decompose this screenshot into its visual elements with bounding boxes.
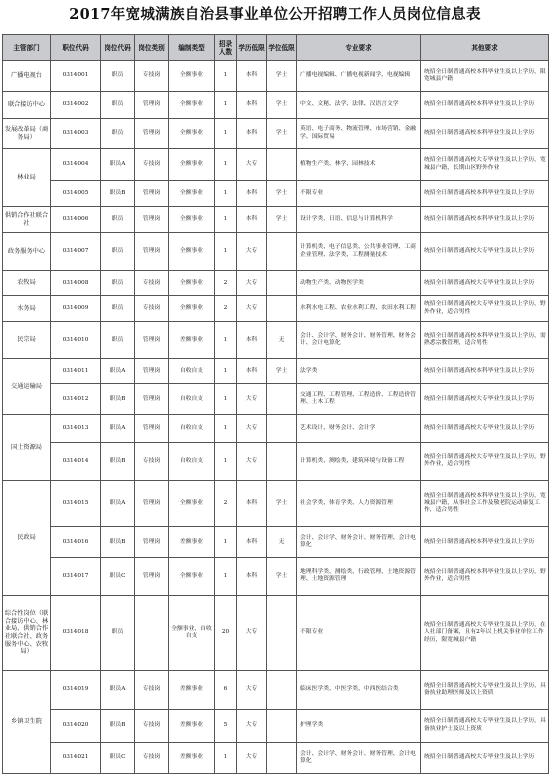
other-requirements-cell: 统招全日制普通高校大专毕业生及以上学历，在人社部门备案，且有2年以上机关事业单位工作经历，限宽城县户籍 xyxy=(421,595,549,671)
table-row xyxy=(3,61,549,92)
post-code-cell: 职员A xyxy=(101,480,135,527)
post-code-cell: 职员A xyxy=(101,149,135,181)
job-code-cell: 0314012 xyxy=(51,384,101,415)
hiring-count-cell: 1 xyxy=(215,61,237,92)
min-degree-cell: 学士 xyxy=(267,61,297,92)
table-row xyxy=(3,233,549,271)
staffing-type-cell: 全额事业 xyxy=(169,480,215,527)
header-hiring-count: 招录人数 xyxy=(215,35,237,61)
hiring-count-cell: 1 xyxy=(215,742,237,773)
min-education-cell: 本科 xyxy=(237,527,267,558)
post-code-cell: 职员 xyxy=(101,322,135,359)
major-requirements-cell: 计算机类、测绘类、建筑环境与设备工程 xyxy=(297,443,421,480)
dept-cell: 交通运输局 xyxy=(3,359,51,415)
min-education-cell: 本科 xyxy=(237,359,267,384)
dept-cell: 水务局 xyxy=(3,296,51,322)
other-requirements-cell: 统招全日制普通高校大专毕业生及以上学历，宽城县户籍，长期山区野外作业 xyxy=(421,149,549,181)
min-education-cell: 大专 xyxy=(237,384,267,415)
min-degree-cell xyxy=(267,709,297,742)
major-requirements-cell: 中文、文秘、法学、法律、汉语言文学 xyxy=(297,92,421,119)
post-code-cell: 职员 xyxy=(101,233,135,271)
min-education-cell: 本科 xyxy=(237,61,267,92)
hiring-count-cell: 1 xyxy=(215,233,237,271)
min-education-cell: 大专 xyxy=(237,443,267,480)
dept-cell: 国土资源局 xyxy=(3,415,51,480)
post-category-cell: 管理岗 xyxy=(135,359,169,384)
job-code-cell: 0314007 xyxy=(51,233,101,271)
staffing-type-cell: 自收自支 xyxy=(169,384,215,415)
other-requirements-cell: 统招全日制普通高校本科毕业生及以上学历，需熟悉宗教管理，适合男性 xyxy=(421,322,549,359)
hiring-count-cell: 2 xyxy=(215,296,237,322)
hiring-count-cell: 1 xyxy=(215,384,237,415)
other-requirements-cell: 统招全日制普通高校本科毕业生及以上学历，野外作业，适合男性 xyxy=(421,558,549,595)
staffing-type-cell: 全额事业 xyxy=(169,233,215,271)
post-code-cell: 职员C xyxy=(101,742,135,773)
hiring-count-cell: 2 xyxy=(215,480,237,527)
post-category-cell: 管理岗 xyxy=(135,322,169,359)
min-degree-cell: 学士 xyxy=(267,558,297,595)
job-code-cell: 0314019 xyxy=(51,671,101,709)
post-category-cell: 管理岗 xyxy=(135,415,169,443)
post-code-cell: 职员 xyxy=(101,61,135,92)
other-requirements-cell: 统招全日制普通高校本科毕业生及以上学历，宽城县户籍，从事社会工作及敬老院运动康复工作，适合男性 xyxy=(421,480,549,527)
other-requirements-cell: 统招全日制普通高校大专毕业生及以上学历 xyxy=(421,271,549,296)
hiring-count-cell: 1 xyxy=(215,359,237,384)
header-major-requirements: 专业要求 xyxy=(297,35,421,61)
table-row xyxy=(3,558,549,595)
header-min-degree: 学位低限 xyxy=(267,35,297,61)
post-category-cell: 管理岗 xyxy=(135,480,169,527)
job-code-cell: 0314006 xyxy=(51,207,101,233)
other-requirements-cell: 统招全日制普通高校大专毕业生及以上学历，野外作业，适合男性 xyxy=(421,296,549,322)
header-post-code: 岗位代码 xyxy=(101,35,135,61)
min-degree-cell xyxy=(267,671,297,709)
hiring-count-cell: 1 xyxy=(215,415,237,443)
post-code-cell: 职员B xyxy=(101,443,135,480)
other-requirements-cell: 统招全日制普通高校本科毕业生及以上学历 xyxy=(421,92,549,119)
table-row xyxy=(3,149,549,181)
staffing-type-cell: 全额事业 xyxy=(169,119,215,149)
min-education-cell: 本科 xyxy=(237,480,267,527)
min-degree-cell: 学士 xyxy=(267,480,297,527)
hiring-count-cell: 1 xyxy=(215,322,237,359)
job-code-cell: 0314009 xyxy=(51,296,101,322)
job-code-cell: 0314014 xyxy=(51,443,101,480)
post-code-cell: 职员A xyxy=(101,671,135,709)
post-category-cell: 专技岗 xyxy=(135,671,169,709)
post-category-cell: 管理岗 xyxy=(135,558,169,595)
table-row xyxy=(3,271,549,296)
header-dept: 主管部门 xyxy=(3,35,51,61)
staffing-type-cell: 全额事业 xyxy=(169,61,215,92)
staffing-type-cell: 差额事业 xyxy=(169,527,215,558)
major-requirements-cell: 英语、电子商务、物流管理、市场营销、金融学、国际贸易 xyxy=(297,119,421,149)
hiring-count-cell: 1 xyxy=(215,527,237,558)
min-degree-cell xyxy=(267,443,297,480)
job-code-cell: 0314003 xyxy=(51,119,101,149)
post-code-cell: 职员A xyxy=(101,415,135,443)
table-row xyxy=(3,92,549,119)
other-requirements-cell: 统招全日制普通高校本科毕业生及以上学历 xyxy=(421,207,549,233)
table-row xyxy=(3,443,549,480)
post-code-cell: 职员B xyxy=(101,527,135,558)
other-requirements-cell: 统招全日制普通高校大专毕业生及以上学历 xyxy=(421,384,549,415)
other-requirements-cell: 统招全日制普通高校大专毕业生及以上学历，具备执业助理医师及以上资质 xyxy=(421,671,549,709)
min-degree-cell xyxy=(267,415,297,443)
header-other-requirements: 其他要求 xyxy=(421,35,549,61)
staffing-type-cell: 差额事业 xyxy=(169,742,215,773)
post-category-cell: 专技岗 xyxy=(135,742,169,773)
staffing-type-cell: 全额事业 xyxy=(169,558,215,595)
major-requirements-cell: 不限专业 xyxy=(297,181,421,207)
major-requirements-cell: 会计、会计学、财务会计、财务管理、财务会计、会计电算化 xyxy=(297,322,421,359)
post-code-cell: 职员B xyxy=(101,181,135,207)
dept-cell: 综合性岗位（联合接访中心、林业局、供销合作社联合社、政务服务中心、农牧局） xyxy=(3,595,51,671)
min-education-cell: 大专 xyxy=(237,742,267,773)
hiring-count-cell: 1 xyxy=(215,181,237,207)
min-education-cell: 大专 xyxy=(237,149,267,181)
min-education-cell: 本科 xyxy=(237,119,267,149)
job-code-cell: 0314004 xyxy=(51,149,101,181)
table-row xyxy=(3,359,549,384)
hiring-count-cell: 1 xyxy=(215,149,237,181)
min-education-cell: 本科 xyxy=(237,181,267,207)
hiring-count-cell: 6 xyxy=(215,671,237,709)
post-code-cell: 职员A xyxy=(101,359,135,384)
table-row xyxy=(3,322,549,359)
min-education-cell: 本科 xyxy=(237,92,267,119)
hiring-count-cell: 20 xyxy=(215,595,237,671)
job-code-cell: 0314010 xyxy=(51,322,101,359)
post-category-cell: 专技岗 xyxy=(135,149,169,181)
min-degree-cell: 学士 xyxy=(267,359,297,384)
dept-cell: 农牧局 xyxy=(3,271,51,296)
post-code-cell: 职员 xyxy=(101,271,135,296)
table-row xyxy=(3,527,549,558)
header-post-category: 岗位类别 xyxy=(135,35,169,61)
table-row xyxy=(3,384,549,415)
major-requirements-cell: 水利水电工程、农业水利工程、农田水利工程 xyxy=(297,296,421,322)
post-category-cell xyxy=(135,595,169,671)
post-code-cell: 职员C xyxy=(101,558,135,595)
post-category-cell: 管理岗 xyxy=(135,92,169,119)
header-min-education: 学历低限 xyxy=(237,35,267,61)
table-row xyxy=(3,709,549,742)
hiring-count-cell: 1 xyxy=(215,207,237,233)
post-category-cell: 管理岗 xyxy=(135,233,169,271)
staffing-type-cell: 自收自支 xyxy=(169,443,215,480)
dept-cell: 供销合作社联合社 xyxy=(3,207,51,233)
min-degree-cell xyxy=(267,233,297,271)
other-requirements-cell: 统招全日制普通高校大专毕业生及以上学历 xyxy=(421,742,549,773)
post-category-cell: 专技岗 xyxy=(135,443,169,480)
major-requirements-cell: 设计学类、日语、信息与计算机科学 xyxy=(297,207,421,233)
job-code-cell: 0314018 xyxy=(51,595,101,671)
hiring-count-cell: 1 xyxy=(215,558,237,595)
post-category-cell: 专技岗 xyxy=(135,709,169,742)
table-row xyxy=(3,480,549,527)
table-row xyxy=(3,119,549,149)
min-education-cell: 大专 xyxy=(237,595,267,671)
staffing-type-cell: 差额事业 xyxy=(169,671,215,709)
major-requirements-cell: 艺术设计、财务会计、会计学 xyxy=(297,415,421,443)
dept-cell: 林业局 xyxy=(3,149,51,207)
post-category-cell: 专技岗 xyxy=(135,296,169,322)
min-education-cell: 大专 xyxy=(237,296,267,322)
major-requirements-cell: 护理学类 xyxy=(297,709,421,742)
hiring-count-cell: 1 xyxy=(215,443,237,480)
min-degree-cell: 学士 xyxy=(267,207,297,233)
other-requirements-cell: 统招全日制普通高校大专毕业生及以上学历 xyxy=(421,233,549,271)
staffing-type-cell: 全额事业、自收自支 xyxy=(169,595,215,671)
header-job-code: 职位代码 xyxy=(51,35,101,61)
job-code-cell: 0314016 xyxy=(51,527,101,558)
post-code-cell: 职员 xyxy=(101,296,135,322)
staffing-type-cell: 自收自支 xyxy=(169,415,215,443)
job-code-cell: 0314011 xyxy=(51,359,101,384)
post-category-cell: 管理岗 xyxy=(135,384,169,415)
staffing-type-cell: 全额事业 xyxy=(169,207,215,233)
major-requirements-cell: 社会学类、体育学类、人力资源管理 xyxy=(297,480,421,527)
table-row xyxy=(3,671,549,709)
staffing-type-cell: 自收自支 xyxy=(169,359,215,384)
min-degree-cell xyxy=(267,384,297,415)
post-category-cell: 专技岗 xyxy=(135,61,169,92)
other-requirements-cell: 统招全日制普通高校大专毕业生及以上学历，具备执业护士及以上资质 xyxy=(421,709,549,742)
major-requirements-cell: 植物生产类、林学、园林技术 xyxy=(297,149,421,181)
min-degree-cell: 学士 xyxy=(267,119,297,149)
min-degree-cell: 学士 xyxy=(267,92,297,119)
min-education-cell: 本科 xyxy=(237,322,267,359)
table-row xyxy=(3,296,549,322)
other-requirements-cell: 统招全日制普通高校本科毕业生及以上学历 xyxy=(421,181,549,207)
staffing-type-cell: 全额事业 xyxy=(169,181,215,207)
post-category-cell: 管理岗 xyxy=(135,181,169,207)
major-requirements-cell: 会计、会计学、财务会计、财务管理、会计电算化 xyxy=(297,527,421,558)
dept-cell: 广播电视台 xyxy=(3,61,51,92)
post-code-cell: 职员B xyxy=(101,384,135,415)
major-requirements-cell: 地理科学类、测绘类、行政管理、土地资源管理、土地资源管理 xyxy=(297,558,421,595)
post-category-cell: 专技岗 xyxy=(135,271,169,296)
page-title: 2017年宽城满族自治县事业单位公开招聘工作人员岗位信息表 xyxy=(69,6,481,23)
job-code-cell: 0314008 xyxy=(51,271,101,296)
table-row xyxy=(3,181,549,207)
staffing-type-cell: 全额事业 xyxy=(169,92,215,119)
job-code-cell: 0314005 xyxy=(51,181,101,207)
min-degree-cell xyxy=(267,149,297,181)
major-requirements-cell: 不限专业 xyxy=(297,595,421,671)
major-requirements-cell: 广播电视编辑、广播电视新闻学、电视编辑 xyxy=(297,61,421,92)
min-education-cell: 大专 xyxy=(237,671,267,709)
min-degree-cell: 学士 xyxy=(267,181,297,207)
hiring-count-cell: 1 xyxy=(215,119,237,149)
post-code-cell: 职员 xyxy=(101,119,135,149)
min-education-cell: 大专 xyxy=(237,709,267,742)
post-code-cell: 职员 xyxy=(101,595,135,671)
min-education-cell: 大专 xyxy=(237,415,267,443)
min-degree-cell: 无 xyxy=(267,527,297,558)
hiring-count-cell: 5 xyxy=(215,709,237,742)
other-requirements-cell: 统招全日制普通高校本科毕业生及以上学历，限宽城县户籍 xyxy=(421,61,549,92)
header-staffing-type: 编制类型 xyxy=(169,35,215,61)
major-requirements-cell: 动物生产类、动物医学类 xyxy=(297,271,421,296)
min-degree-cell xyxy=(267,271,297,296)
dept-cell: 民宗局 xyxy=(3,322,51,359)
post-category-cell: 管理岗 xyxy=(135,119,169,149)
min-degree-cell xyxy=(267,595,297,671)
staffing-type-cell: 差额事业 xyxy=(169,322,215,359)
post-category-cell: 管理岗 xyxy=(135,527,169,558)
dept-cell: 民政局 xyxy=(3,480,51,595)
table-row xyxy=(3,415,549,443)
job-code-cell: 0314015 xyxy=(51,480,101,527)
job-code-cell: 0314002 xyxy=(51,92,101,119)
post-code-cell: 职员 xyxy=(101,92,135,119)
other-requirements-cell: 统招全日制普通高校大专毕业生及以上学历 xyxy=(421,415,549,443)
post-code-cell: 职员B xyxy=(101,709,135,742)
job-code-cell: 0314020 xyxy=(51,709,101,742)
table-body xyxy=(3,61,549,774)
table-row xyxy=(3,207,549,233)
min-degree-cell: 无 xyxy=(267,322,297,359)
table-header-row xyxy=(3,35,549,61)
other-requirements-cell: 统招全日制普通高校本科毕业生及以上学历 xyxy=(421,527,549,558)
min-education-cell: 本科 xyxy=(237,558,267,595)
job-code-cell: 0314001 xyxy=(51,61,101,92)
min-education-cell: 本科 xyxy=(237,207,267,233)
min-education-cell: 大专 xyxy=(237,233,267,271)
other-requirements-cell: 统招全日制普通高校本科毕业生及以上学历 xyxy=(421,119,549,149)
table-row xyxy=(3,595,549,671)
major-requirements-cell: 交通工程、工程管理、工程造价、工程造价管理、土木工程 xyxy=(297,384,421,415)
hiring-count-cell: 2 xyxy=(215,271,237,296)
dept-cell: 政务服务中心 xyxy=(3,233,51,271)
staffing-type-cell: 全额事业 xyxy=(169,149,215,181)
job-code-cell: 0314013 xyxy=(51,415,101,443)
post-category-cell: 管理岗 xyxy=(135,207,169,233)
hiring-count-cell: 1 xyxy=(215,92,237,119)
dept-cell: 发展改革局（商务局） xyxy=(3,119,51,149)
major-requirements-cell: 临床医学类、中医学类、中西医结合类 xyxy=(297,671,421,709)
min-degree-cell xyxy=(267,296,297,322)
major-requirements-cell: 会计、会计学、财务会计、财务管理、会计电算化 xyxy=(297,742,421,773)
major-requirements-cell: 计算机类、电子信息类、公共事业管理、工商企业管理、法学类、工程测量技术 xyxy=(297,233,421,271)
staffing-type-cell: 全额事业 xyxy=(169,271,215,296)
min-degree-cell xyxy=(267,742,297,773)
table-row xyxy=(3,742,549,773)
other-requirements-cell: 统招全日制普通高校本科毕业生及以上学历 xyxy=(421,359,549,384)
job-positions-table xyxy=(2,34,549,774)
job-code-cell: 0314021 xyxy=(51,742,101,773)
staffing-type-cell: 全额事业 xyxy=(169,296,215,322)
major-requirements-cell: 法学类 xyxy=(297,359,421,384)
dept-cell: 联合接访中心 xyxy=(3,92,51,119)
other-requirements-cell: 统招全日制普通高校大专毕业生及以上学历，野外作业，适合男性 xyxy=(421,443,549,480)
dept-cell: 乡镇卫生院 xyxy=(3,671,51,774)
min-education-cell: 大专 xyxy=(237,271,267,296)
post-code-cell: 职员 xyxy=(101,207,135,233)
staffing-type-cell: 差额事业 xyxy=(169,709,215,742)
job-code-cell: 0314017 xyxy=(51,558,101,595)
